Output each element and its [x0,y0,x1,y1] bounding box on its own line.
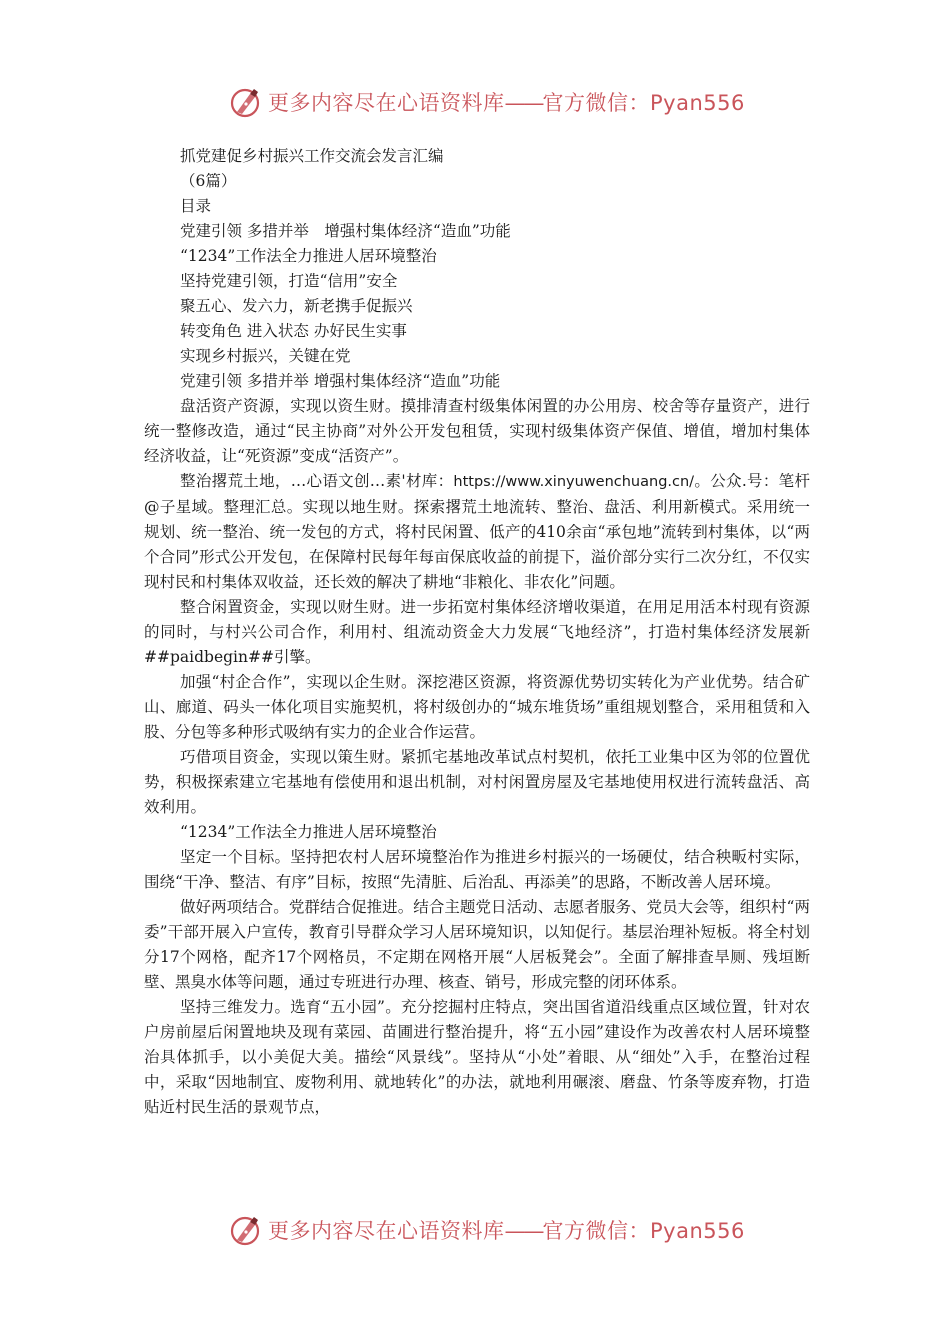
paragraph: 做好两项结合。党群结合促推进。结合主题党日活动、志愿者服务、党员大会等，组织村“两委”干部开展入户宣传，教育引导群众学习人居环境知识，以知促行。基层治理补短板。将全村划分17个网格，配齐17个网格员，不定期在网格开展“人居板凳会”。全面了解排查旱厕、残垣断壁、黑臭水体等问题，通过专班进行办理、核查、销号，形成完整的闭环体系。 [144,898,810,991]
toc-item: 实现乡村振兴，关键在党 [180,347,351,365]
toc-item: “1234”工作法全力推进人居环境整治 [180,247,437,265]
paragraph: 盘活资产资源，实现以资生财。摸排清查村级集体闲置的办公用房、校舍等存量资产，进行统一整修改造，通过“民主协商”对外公开发包租赁，实现村级集体资产保值、增值，增加村集体经济收益，让“死资源”变成“活资产”。 [144,397,810,465]
watermark-banner-bottom [228,1212,748,1248]
section-title: “1234”工作法全力推进人居环境整治 [180,823,437,841]
document-body [144,144,810,1120]
toc-item: 坚持党建引领，打造“信用”安全 [180,272,398,290]
paragraph: 整治撂荒土地，…心语文创…素'材库：https://www.xinyuwenchuang.cn/。公众.号：笔杆@子星域。整理汇总。实现以地生财。探索撂荒土地流转、整治、盘活、利用新模式。采用统一规划、统一整治、统一发包的方式，将村民闲置、低产的410余亩“承包地”流转到村集体，以“两个合同”形式公开发包，在保障村民每年每亩保底收益的前提下，溢价部分实行二次分红，不仅实现村民和村集体双收益，还长效的解决了耕地“非粮化、非农化”问题。 [144,472,810,591]
paragraph: 巧借项目资金，实现以策生财。紧抓宅基地改革试点村契机，依托工业集中区为邻的位置优势，积极探索建立宅基地有偿使用和退出机制，对村闲置房屋及宅基地使用权进行流转盘活、高效利用。 [144,748,810,816]
watermark-banner-top [228,84,748,120]
pen-nib-logo-icon [228,85,262,119]
toc-item: 党建引领 多措并举 增强村集体经济“造血”功能 [180,222,511,240]
paragraph: 坚定一个目标。坚持把农村人居环境整治作为推进乡村振兴的一场硬仗，结合秧畈村实际，围绕“干净、整洁、有序”目标，按照“先清脏、后治乱、再添美”的思路，不断改善人居环境。 [144,848,810,891]
pen-nib-logo-icon [228,1213,262,1247]
toc-item: 聚五心、发六力，新老携手促振兴 [180,297,413,315]
toc-heading: 目录 [180,197,212,215]
document-count: （6篇） [180,172,237,190]
paragraph: 加强“村企合作”，实现以企生财。深挖港区资源，将资源优势切实转化为产业优势。结合矿山、廊道、码头一体化项目实施契机，将村级创办的“城东堆货场”重组规划整合，采用租赁和入股、分包等多种形式吸纳有实力的企业合作运营。 [144,673,810,741]
paragraph: 坚持三维发力。选育“五小园”。充分挖掘村庄特点，突出国省道沿线重点区域位置，针对农户房前屋后闲置地块及现有菜园、苗圃进行整治提升，将“五小园”建设作为改善农村人居环境整治具体抓手，以小美促大美。描绘“风景线”。坚持从“小处”着眼、从“细处”入手，在整治过程中，采取“因地制宜、废物利用、就地转化”的办法，就地利用碾滚、磨盘、竹条等废弃物，打造贴近村民生活的景观节点， [144,998,810,1116]
watermark-text: 更多内容尽在心语资料库——官方微信：Pyan556 [268,1219,745,1243]
source-link[interactable]: https://www.xinyuwenchuang.cn/ [453,474,695,490]
toc-item: 转变角色 进入状态 办好民生实事 [180,322,407,340]
section-title: 党建引领 多措并举 增强村集体经济“造血”功能 [180,372,501,390]
watermark-text: 更多内容尽在心语资料库——官方微信：Pyan556 [268,91,745,115]
paragraph: 整合闲置资金，实现以财生财。进一步拓宽村集体经济增收渠道，在用足用活本村现有资源的同时，与村兴公司合作，利用村、组流动资金大力发展“飞地经济”，打造村集体经济发展新##paidbegin##引擎。 [144,598,810,666]
document-title: 抓党建促乡村振兴工作交流会发言汇编 [180,147,444,165]
